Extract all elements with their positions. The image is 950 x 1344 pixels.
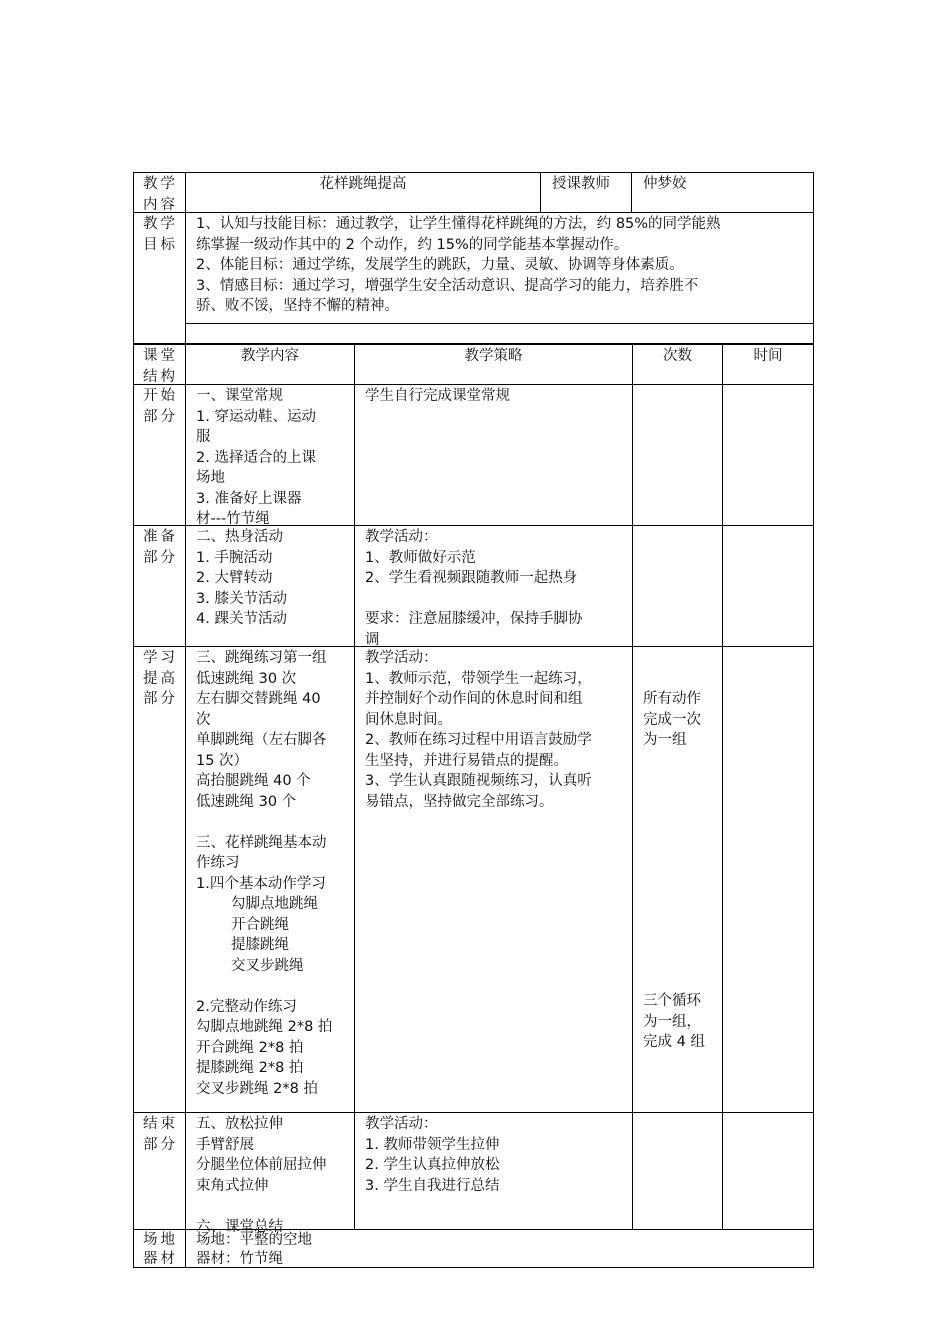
study-section-strategy: 教学活动： 1、教师示范，带领学生一起练习， 并控制好个动作间的休息时间和组 间休息时间。 2、教师在练习过程中用语言鼓励学 生坚持，并进行易错点的提醒。 3、学生认真跟随视频练习，认真听 易错点，坚持做完全部练习。 (365, 650, 592, 810)
time-column-header: 时间 (753, 348, 783, 364)
venue-text: 场地：平整的空地 器材：竹节绳 (196, 1232, 312, 1267)
end-section-label: 结束 部分 (143, 1116, 178, 1153)
prep-section-strategy: 教学活动： 1、教师做好示范 2、学生看视频跟随教师一起热身 要求：注意屈膝缓冲，保持手脚协 调 (365, 529, 583, 648)
lesson-title: 花样跳绳提高 (319, 176, 407, 192)
prep-section-label: 准备 部分 (143, 529, 178, 566)
objectives-text: 1、认知与技能目标：通过教学，让学生懂得花样跳绳的方法，约 85%的同学能熟 练掌握一级动作其中的 2 个动作，约 15%的同学能基本掌握动作。 2、体能目标：通过学练，发展学生的跳跃，力量、灵敏、协调等身体素质。 3、情感目标：通过学习，增强学生安全活动意识、提高学习的能力，培养胜不 骄、败不馁，坚持不懈的精神。 (196, 216, 721, 314)
teacher-label: 授课教师 (552, 176, 610, 192)
end-section-strategy: 教学活动： 1. 教师带领学生拉伸 2. 学生认真拉伸放松 3. 学生自我进行总结 (365, 1116, 500, 1194)
teacher-name: 仲梦姣 (643, 176, 687, 192)
venue-label: 场地 器材 (143, 1232, 178, 1267)
study-section-label: 学习 提高 部分 (143, 650, 178, 707)
study-section-content: 三、跳绳练习第一组 低速跳绳 30 次 左右脚交替跳绳 40 次 单脚跳绳（左右脚各 15 次） 高抬腿跳绳 40 个 低速跳绳 30 个 三、花样跳绳基本动 作练习 1.四个基本动作学习 勾脚点地跳绳 开合跳绳 提膝跳绳 交叉步跳绳 2.完整动作练习 勾脚点地跳绳 2*8 拍 开合跳绳 2*8 拍 提膝跳绳 2*8 拍 交叉步跳绳 2*8 拍 (196, 650, 333, 1097)
start-section-content: 一、课堂常规 1. 穿运动鞋、运动 服 2. 选择适合的上课 场地 3. 准备好上课器 材---竹节绳 (196, 388, 316, 527)
prep-section-content: 二、热身活动 1. 手腕活动 2. 大臂转动 3. 膝关节活动 4. 踝关节活动 (196, 529, 287, 627)
content-column-header: 教学内容 (241, 348, 299, 364)
start-section-strategy: 学生自行完成课堂常规 (365, 388, 510, 404)
start-section-label: 开始 部分 (143, 388, 178, 425)
content-label: 教学 内容 (143, 176, 178, 213)
structure-column-header: 课堂 结构 (143, 348, 178, 385)
study-count-note-a: 所有动作 完成一次 为一组 (643, 691, 701, 748)
objectives-label: 教学 目标 (143, 216, 178, 253)
end-section-content: 五、放松拉伸 手臂舒展 分腿坐位体前屈拉伸 束角式拉伸 六、课堂总结 (196, 1116, 327, 1235)
count-column-header: 次数 (663, 348, 692, 364)
study-count-note-b: 三个循环 为一组， 完成 4 组 (643, 993, 705, 1050)
strategy-column-header: 教学策略 (464, 348, 523, 364)
